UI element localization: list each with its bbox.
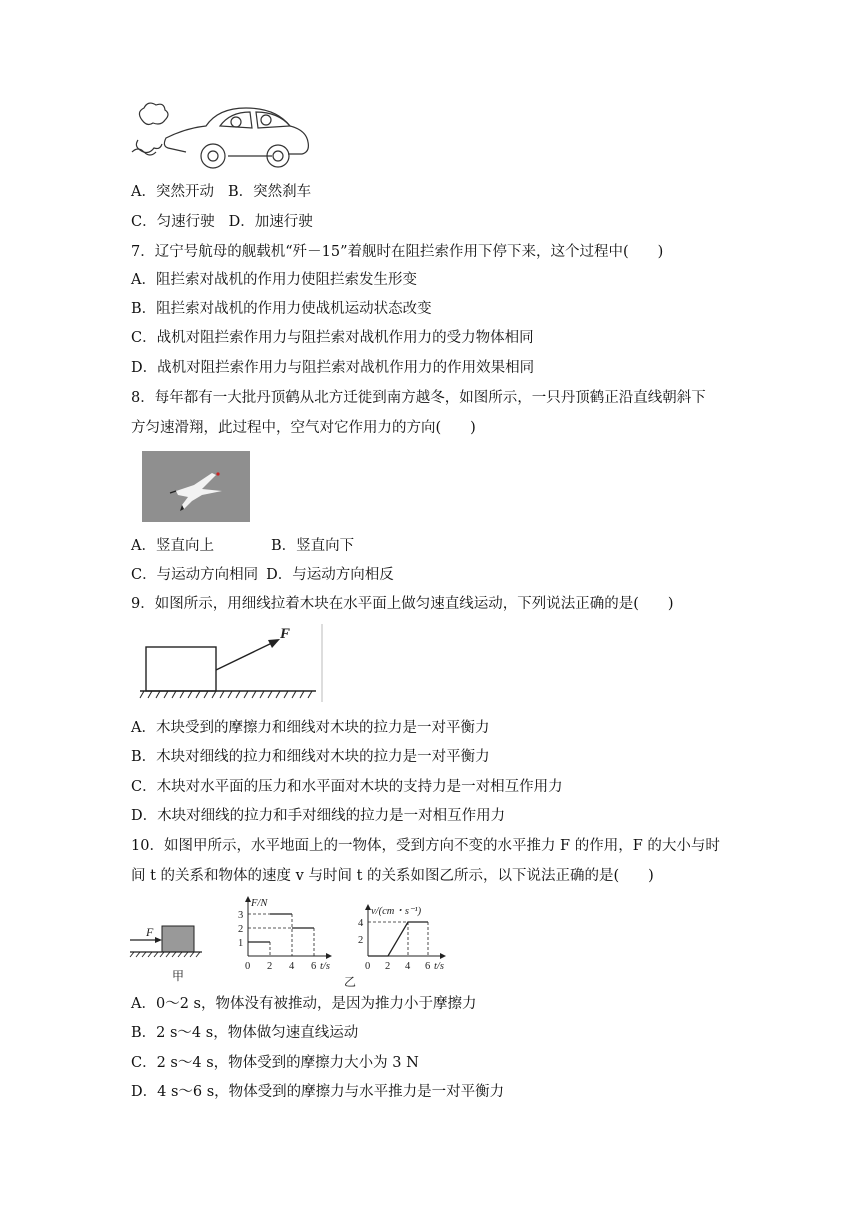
x-axis-label: t/s — [320, 961, 330, 972]
q9-option-b[interactable]: B．木块对细线的拉力和细线对木块的拉力是一对平衡力 — [131, 749, 490, 765]
car-figure — [128, 100, 318, 172]
q6-option-d[interactable]: D．加速行驶 — [228, 214, 313, 230]
x-tick-label: 2 — [385, 961, 391, 972]
q7-option-c[interactable]: C．战机对阻拦索作用力与阻拦索对战机作用力的受力物体相同 — [131, 330, 534, 346]
q10-option-c[interactable]: C．2 s～4 s，物体受到的摩擦力大小为 3 N — [131, 1055, 419, 1071]
crane-photo — [142, 451, 250, 522]
x-tick-label: 2 — [267, 961, 273, 972]
q7-stem: 7．辽宁号航母的舰载机“歼－15”着舰时在阻拦索作用下停下来，这个过程中( ) — [131, 244, 664, 260]
jia-caption: 甲 — [172, 969, 185, 982]
q9-option-a[interactable]: A．木块受到的摩擦力和细线对木块的拉力是一对平衡力 — [131, 720, 490, 736]
q7-option-d[interactable]: D．战机对阻拦索作用力与阻拦索对战机作用力的作用效果相同 — [131, 360, 535, 376]
x-tick-label: 6 — [425, 961, 431, 972]
q6-options-row2 — [131, 212, 313, 232]
y-tick-label: 2 — [238, 924, 244, 935]
x-tick-label: 4 — [289, 961, 295, 972]
velocity-time-chart — [344, 894, 456, 990]
q6-option-c[interactable]: C．匀速行驶 — [131, 214, 215, 230]
q10-option-d[interactable]: D．4 s～6 s，物体受到的摩擦力与水平推力是一对平衡力 — [131, 1084, 505, 1100]
q8-option-b[interactable]: B．竖直向下 — [271, 538, 355, 554]
y-axis-label: v/(cm・s⁻¹) — [371, 906, 422, 917]
q8-option-c[interactable]: C．与运动方向相同 — [131, 567, 259, 583]
x-tick-label: 4 — [405, 961, 411, 972]
y-tick-label: 3 — [238, 910, 244, 921]
block-rope-figure — [138, 622, 324, 704]
q6-option-b[interactable]: B．突然刹车 — [227, 184, 312, 200]
q10-stem-line1: 10．如图甲所示，水平地面上的一物体，受到方向不变的水平推力 F 的作用，F 的大小与时 — [131, 838, 720, 854]
q7-option-b[interactable]: B．阻拦索对战机的作用力使战机运动状态改变 — [131, 301, 432, 317]
x-tick-label: 0 — [365, 961, 371, 972]
q10-stem-line2: 间 t 的关系和物体的速度 v 与时间 t 的关系如图乙所示，以下说法正确的是( ) — [131, 868, 654, 884]
q6-options-row1 — [131, 182, 311, 202]
q10-option-b[interactable]: B．2 s～4 s，物体做匀速直线运动 — [131, 1025, 359, 1041]
q7-option-a[interactable]: A．阻拦索对战机的作用力使阻拦索发生形变 — [131, 272, 417, 288]
q8-options-row2 — [131, 565, 394, 585]
q6-option-a[interactable]: A．突然开动 — [131, 184, 214, 200]
y-tick-label: 2 — [358, 935, 364, 946]
force-label: F — [280, 626, 291, 642]
x-axis-arrow — [326, 953, 332, 959]
q10-option-a[interactable]: A．0～2 s，物体没有被推动，是因为推力小于摩擦力 — [131, 996, 477, 1012]
y-tick-label: 1 — [238, 938, 244, 949]
yi-caption: 乙 — [344, 975, 357, 989]
figure-jia — [126, 920, 206, 982]
x-tick-label: 0 — [245, 961, 251, 972]
q8-stem-line2: 方匀速滑翔，此过程中，空气对它作用力的方向( ) — [131, 420, 476, 436]
q8-option-d[interactable]: D．与运动方向相反 — [266, 567, 394, 583]
q8-options-row1 — [131, 536, 354, 556]
x-axis-arrow — [440, 953, 446, 959]
y-axis-label: F/N — [251, 898, 268, 909]
x-tick-label: 6 — [311, 961, 317, 972]
q8-stem-line1: 8．每年都有一大批丹顶鹤从北方迁徙到南方越冬，如图所示，一只丹顶鹤正沿直线朝斜下 — [131, 390, 706, 406]
y-tick-label: 4 — [358, 918, 364, 929]
force-time-chart — [228, 894, 340, 976]
velocity-line — [368, 922, 428, 956]
jia-force-label: F — [146, 925, 154, 939]
q9-stem: 9．如图所示，用细线拉着木块在水平面上做匀速直线运动，下列说法正确的是( ) — [131, 596, 674, 612]
x-axis-label: t/s — [434, 961, 444, 972]
q9-option-d[interactable]: D．木块对细线的拉力和手对细线的拉力是一对相互作用力 — [131, 808, 506, 824]
q9-option-c[interactable]: C．木块对水平面的压力和水平面对木块的支持力是一对相互作用力 — [131, 779, 563, 795]
q8-option-a[interactable]: A．竖直向上 — [131, 538, 214, 554]
